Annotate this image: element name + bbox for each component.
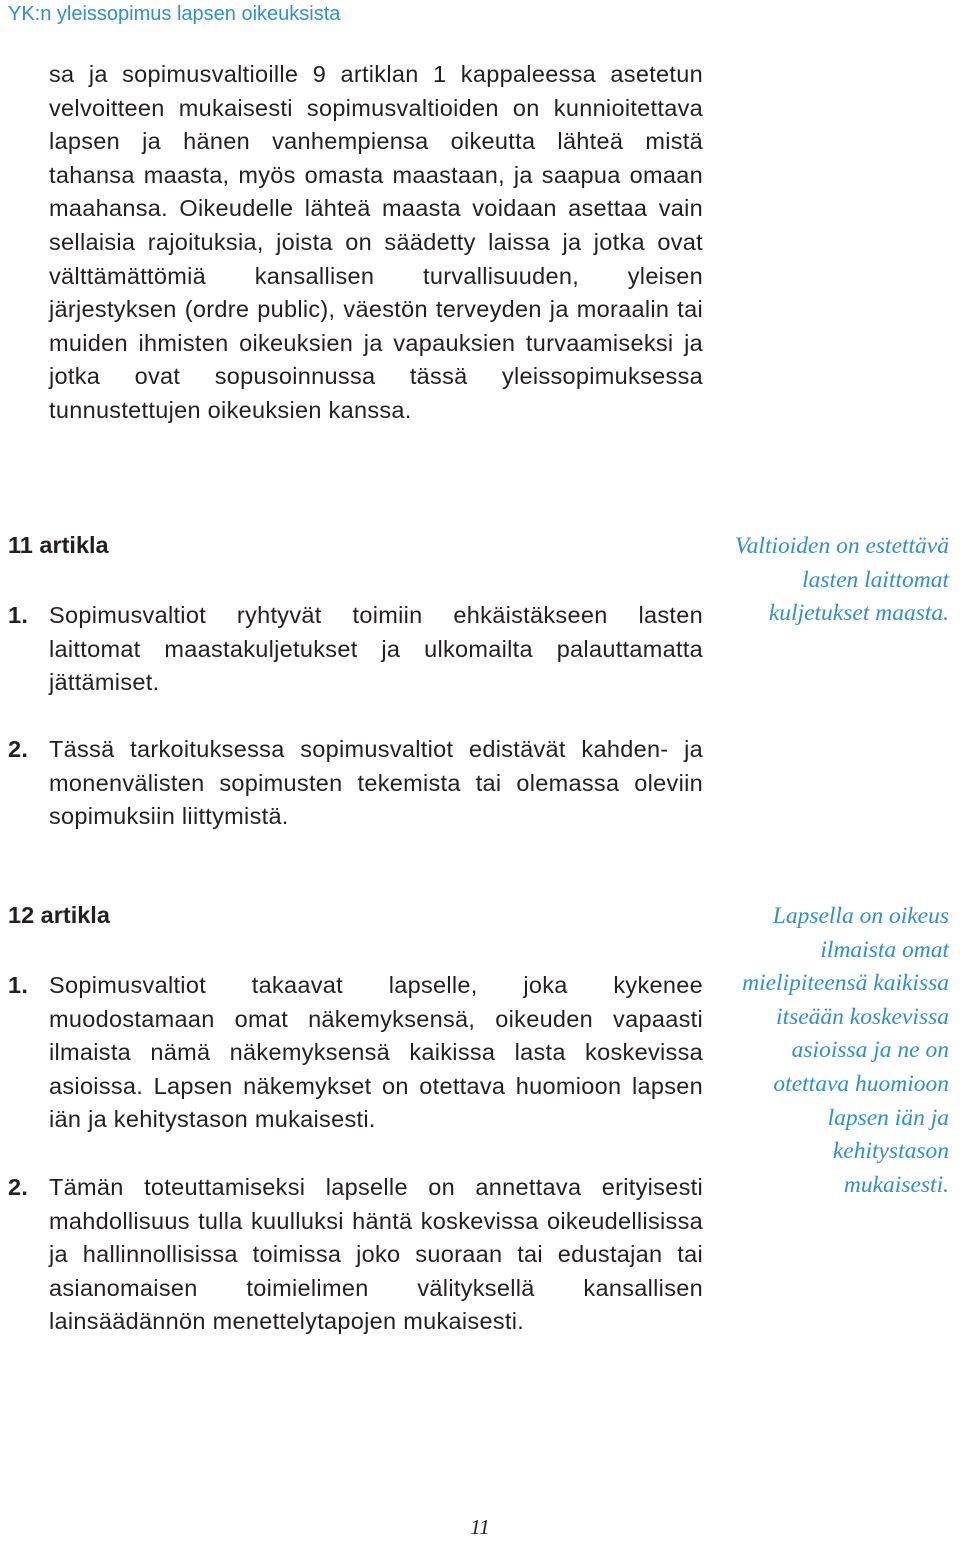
article-11-paragraph-1 — [8, 599, 703, 700]
article-12-paragraph-2 — [8, 1171, 703, 1339]
paragraph-text: Tämän toteuttamiseksi lapselle on annettava erityisesti mahdollisuus tulla kuulluksi häntä koskevissa oikeudellisissa ja hallinnollisissa toimissa joko suoraan tai edustajan tai asianomaisen toimielimen välityksellä kansallisen lainsäädännön menettelytapojen mukaisesti. — [49, 1174, 703, 1335]
running-header: YK:n yleissopimus lapsen oikeuksista — [8, 3, 341, 25]
paragraph-number: 1. — [8, 602, 29, 628]
paragraph-number: 2. — [8, 736, 29, 762]
article-11-paragraph-2 — [8, 733, 703, 834]
paragraph-text: Tässä tarkoituksessa sopimusvaltiot edistävät kahden- ja monenvälisten sopimusten tekemista tai olemassa oleviin sopimuksiin liittymistä. — [49, 736, 703, 830]
paragraph-text: Sopimusvaltiot takaavat lapselle, joka kykenee muodostamaan omat näkemyksensä, oikeuden vapaasti ilmaista nämä näkemyksensä kaikissa lasta koskevissa asioissa. Lapsen näkemykset on otettava huomioon lapsen iän ja kehitystason mukaisesti. — [49, 972, 703, 1133]
paragraph-number: 2. — [8, 1174, 29, 1200]
paragraph-text: Sopimusvaltiot ryhtyvät toimiin ehkäistäkseen lasten laittomat maastakuljetukset ja ulkomailta palauttamatta jättämiset. — [49, 602, 703, 696]
article-11-heading: 11 artikla — [8, 532, 109, 558]
article-12-heading: 12 artikla — [8, 902, 110, 928]
paragraph-number: 1. — [8, 972, 29, 998]
article-11-margin-note: Valtioiden on estettävä lasten laittomat kuljetukset maasta. — [734, 533, 949, 627]
page-number: 11 — [470, 1515, 490, 1539]
intro-paragraph: sa ja sopimusvaltioille 9 artiklan 1 kappaleessa asetetun velvoitteen mukaisesti sopimusvaltioiden on kunnioitettava lapsen ja hänen vanhempiensa oikeutta lähteä mistä tahansa maasta, myös omasta maastaan, ja saapua omaan maahansa. Oikeudelle lähteä maasta voidaan asettaa vain sellaisia rajoituksia, joista on säädetty laissa ja jotka ovat välttämättömiä kansallisen turvallisuuden, yleisen järjestyksen (ordre public), väestön terveyden ja moraalin tai muiden ihmisten oikeuksien ja vapauksien turvaamiseksi ja jotka ovat sopusoinnussa tässä yleissopimuksessa tunnustettujen oikeuksien kanssa. — [49, 61, 703, 423]
article-12-paragraph-1 — [8, 969, 703, 1137]
article-12-margin-note: Lapsella on oikeus ilmaista omat mielipiteensä kaikissa itseään koskevissa asioissa ja ne on otettava huomioon lapsen iän ja kehitystason mukaisesti. — [742, 903, 949, 1198]
